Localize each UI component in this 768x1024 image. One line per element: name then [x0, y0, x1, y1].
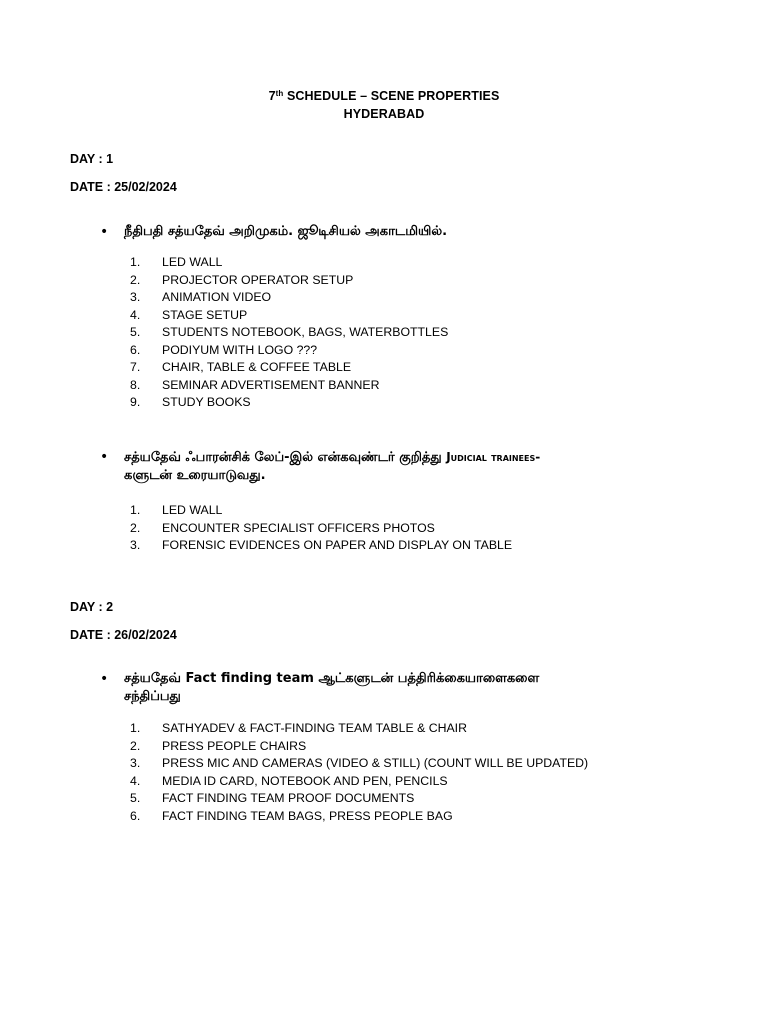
list-item-label: LED WALL — [162, 503, 223, 517]
list-item-label: STAGE SETUP — [162, 307, 248, 322]
list-item-label: ANIMATION VIDEO — [162, 290, 272, 304]
day-2-date: DATE : 26/02/2024 — [70, 628, 177, 642]
list-item-number: 2. — [130, 738, 141, 753]
list-item-number: 5. — [130, 791, 141, 805]
list-item-number: 1. — [130, 721, 141, 735]
list-item-label: CHAIR, TABLE & COFFEE TABLE — [162, 360, 352, 374]
list-item-label: STUDENTS NOTEBOOK, BAGS, WATERBOTTLES — [162, 325, 449, 339]
list-item-number: 1. — [130, 255, 141, 269]
list-item-number: 3. — [130, 538, 141, 552]
list-item-number: 2. — [130, 272, 141, 287]
document-title: 7th SCHEDULE – SCENE PROPERTIES — [268, 89, 500, 103]
list-item-number: 9. — [130, 395, 141, 409]
scene-description: சத்யதேவ் ஃபாரன்சிக் லேப்-இல் என்கவுண்டர் குறித்து Judicial trainees- களுடன் உரையாடுவது. — [124, 450, 541, 483]
scene-description: நீதிபதி சத்யதேவ் அறிமுகம். ஜூடிசியல் அகாடமியில். — [124, 224, 448, 239]
scene-heading — [100, 448, 660, 485]
list-item-number: 7. — [130, 360, 141, 374]
list-item-label: ENCOUNTER SPECIALIST OFFICERS PHOTOS — [162, 520, 435, 535]
list-item-label: FACT FINDING TEAM PROOF DOCUMENTS — [162, 791, 415, 805]
list-item-number: 4. — [130, 773, 141, 788]
bullet-marker: • — [100, 449, 109, 465]
list-item-label: FACT FINDING TEAM BAGS, PRESS PEOPLE BAG — [162, 808, 453, 823]
list-item-label: STUDY BOOKS — [162, 395, 251, 409]
list-item-label: MEDIA ID CARD, NOTEBOOK AND PEN, PENCILS — [162, 773, 448, 788]
list-item-label: LED WALL — [162, 255, 223, 269]
scene-heading — [100, 223, 660, 241]
list-item-number: 3. — [130, 290, 141, 304]
list-item-label: PODIYUM WITH LOGO ??? — [162, 342, 318, 357]
list-item-label: SEMINAR ADVERTISEMENT BANNER — [162, 377, 380, 392]
list-item-number: 8. — [130, 377, 141, 392]
list-item-number: 6. — [130, 808, 141, 823]
list-item-number: 3. — [130, 756, 141, 770]
list-item-number: 4. — [130, 307, 141, 322]
day-1-date: DATE : 25/02/2024 — [70, 180, 177, 194]
list-item-label: FORENSIC EVIDENCES ON PAPER AND DISPLAY ON TABLE — [162, 538, 513, 552]
scene-heading — [100, 670, 660, 706]
day-1-label: DAY : 1 — [70, 152, 114, 166]
list-item-number: 5. — [130, 325, 141, 339]
scene-description: சத்யதேவ் Fact finding team ஆட்களுடன் பத்திரிக்கையாளைகளை சந்திப்பது — [124, 671, 540, 704]
list-item-label: PRESS PEOPLE CHAIRS — [162, 738, 307, 753]
list-item-label: PRESS MIC AND CAMERAS (VIDEO & STILL) (COUNT WILL BE UPDATED) — [162, 756, 589, 770]
bullet-marker: • — [100, 224, 109, 240]
document-subtitle: HYDERABAD — [343, 107, 425, 121]
day-2-label: DAY : 2 — [70, 600, 114, 614]
list-item-label: PROJECTOR OPERATOR SETUP — [162, 272, 354, 287]
list-item-label: SATHYADEV & FACT-FINDING TEAM TABLE & CHAIR — [162, 721, 467, 735]
list-item-number: 2. — [130, 520, 141, 535]
list-item-number: 1. — [130, 503, 141, 517]
list-item-number: 6. — [130, 342, 141, 357]
bullet-marker: • — [100, 671, 109, 687]
